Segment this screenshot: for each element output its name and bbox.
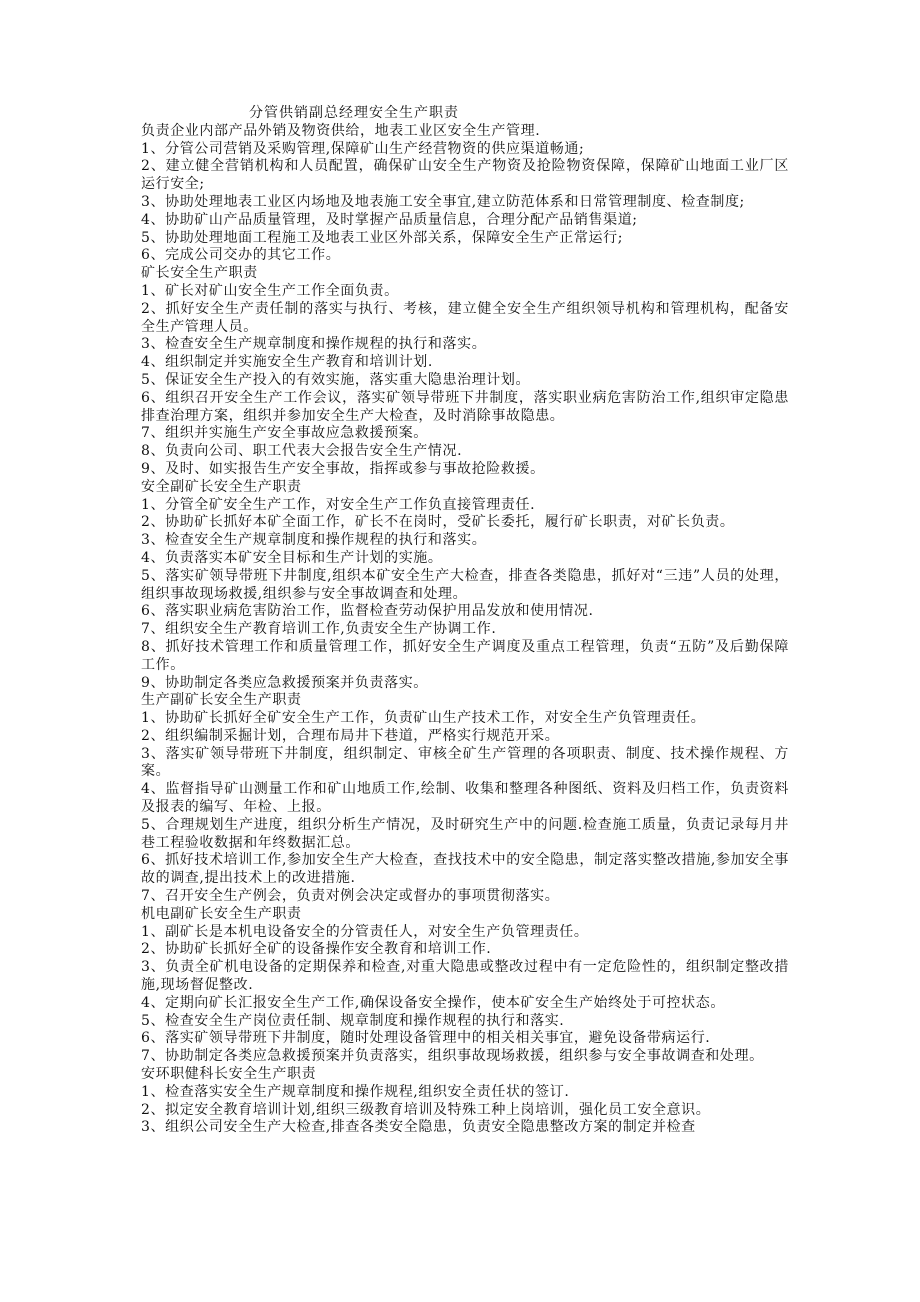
duty-item: 6、抓好技术培训工作,参加安全生产大检查，查找技术中的安全隐患，制定落实整改措施,参加安全事故的调查,提出技术上的改进措施. — [141, 852, 789, 887]
duty-item: 7、组织安全生产教育培训工作,负责安全生产协调工作. — [141, 621, 497, 638]
duty-item: 8、负责向公司、职工代表大会报告安全生产情况. — [141, 443, 463, 460]
duty-item: 3、组织公司安全生产大检查,排查各类安全隐患，负责安全隐患整改方案的制定并检查 — [141, 1119, 696, 1136]
document-page — [141, 105, 789, 1137]
duty-item: 3、协助处理地表工业区内场地及地表施工安全事宜,建立防范体系和日常管理制度、检查制度; — [141, 193, 745, 210]
duty-item: 1、检查落实安全生产规章制度和操作规程,组织安全责任状的签订. — [141, 1083, 570, 1100]
document-sections — [141, 141, 789, 1138]
document-title: 分管供销副总经理安全生产职责 — [249, 105, 459, 121]
duty-item: 1、分管全矿安全生产工作，对安全生产工作负直接管理责任. — [141, 496, 536, 513]
duty-item: 7、协助制定各类应急救援预案并负责落实，组织事故现场救援，组织参与安全事故调查和处理。 — [141, 1048, 764, 1065]
duty-item: 2、抓好安全生产责任制的落实与执行、考核，建立健全安全生产组织领导机构和管理机构，配备安全生产管理人员。 — [141, 300, 789, 335]
duty-item: 1、矿长对矿山安全生产工作全面负责。 — [141, 282, 399, 299]
duty-item: 4、组织制定并实施安全生产教育和培训计划. — [141, 354, 433, 371]
duty-item: 2、拟定安全教育培训计划,组织三级教育培训及特殊工种上岗培训，强化员工安全意识。 — [141, 1101, 711, 1118]
duty-item: 8、抓好技术管理工作和质量管理工作，抓好安全生产调度及重点工程管理，负责“五防”及后勤保障工作。 — [141, 638, 789, 673]
duty-item: 4、协助矿山产品质量管理，及时掌握产品质量信息，合理分配产品销售渠道; — [141, 211, 638, 228]
duty-item: 3、负责全矿机电设备的定期保养和检查,对重大隐患或整改过程中有一定危险性的，组织制定整改措施,现场督促整改. — [141, 959, 789, 994]
duty-item: 9、及时、如实报告生产安全事故，指挥或参与事故抢险救援。 — [141, 460, 545, 477]
duty-item: 1、协助矿长抓好全矿安全生产工作，负责矿山生产技术工作，对安全生产负管理责任。 — [141, 710, 706, 727]
section-heading: 安全副矿长安全生产职责 — [141, 478, 302, 495]
duty-item: 6、完成公司交办的其它工作。 — [141, 247, 341, 264]
duty-item: 1、分管公司营销及采购管理,保障矿山生产经营物资的供应渠道畅通; — [141, 140, 585, 157]
duty-item: 5、落实矿领导带班下井制度,组织本矿安全生产大检查，排查各类隐患，抓好对“三违”人员的处理，组织事故现场救援,组织参与安全事故调查和处理。 — [141, 567, 789, 602]
duty-item: 2、组织编制采掘计划，合理布局井下巷道，严格实行规范开采。 — [141, 727, 560, 744]
duty-item: 3、落实矿领导带班下井制度，组织制定、审核全矿生产管理的各项职责、制度、技术操作规程、方案。 — [141, 745, 789, 780]
duty-item: 3、检查安全生产规章制度和操作规程的执行和落实。 — [141, 532, 487, 549]
section-heading: 安环职健科长安全生产职责 — [141, 1066, 317, 1083]
duty-item: 5、检查安全生产岗位责任制、规章制度和操作规程的执行和落实. — [141, 1012, 565, 1029]
section-block — [141, 479, 789, 693]
duty-item: 5、合理规划生产进度，组织分析生产情况，及时研究生产中的问题.检查施工质量，负责记录每月井巷工程验收数据和年终数据汇总。 — [141, 816, 789, 851]
duty-item: 7、组织并实施生产安全事故应急救援预案。 — [141, 425, 428, 442]
duty-item: 6、落实矿领导带班下井制度，随时处理设备管理中的相关相关事宜，避免设备带病运行. — [141, 1030, 711, 1047]
duty-item: 1、副矿长是本机电设备安全的分管责任人，对安全生产负管理责任。 — [141, 923, 589, 940]
section-block — [141, 692, 789, 906]
duty-item: 6、组织召开安全生产工作会议，落实矿领导带班下井制度，落实职业病危害防治工作,组织审定隐患排查治理方案，组织并参加安全生产大检查，及时消除事故隐患。 — [141, 389, 789, 424]
section-block — [141, 1066, 789, 1137]
section-block — [141, 141, 789, 266]
duty-item: 5、保证安全生产投入的有效实施，落实重大隐患治理计划。 — [141, 371, 531, 388]
section-block — [141, 906, 789, 1066]
section-block — [141, 265, 789, 479]
duty-item: 3、检查安全生产规章制度和操作规程的执行和落实。 — [141, 336, 487, 353]
section-heading: 机电副矿长安全生产职责 — [141, 905, 302, 922]
duty-item: 2、建立健全营销机构和人员配置，确保矿山安全生产物资及抢险物资保障，保障矿山地面工业厂区运行安全; — [141, 158, 789, 193]
duty-item: 2、协助矿长抓好全矿的设备操作安全教育和培训工作. — [141, 941, 492, 958]
duty-item: 4、定期向矿长汇报安全生产工作,确保设备安全操作，使本矿安全生产始终处于可控状态。 — [141, 994, 725, 1011]
duty-item: 4、负责落实本矿安全目标和生产计划的实施。 — [141, 549, 443, 566]
section-heading: 生产副矿长安全生产职责 — [141, 692, 302, 709]
duty-item: 4、监督指导矿山测量工作和矿山地质工作,绘制、收集和整理各种图纸、资料及归档工作，负责资料及报表的编写、年检、上报。 — [141, 781, 789, 816]
duty-item: 2、协助矿长抓好本矿全面工作，矿长不在岗时，受矿长委托，履行矿长职责，对矿长负责。 — [141, 514, 735, 531]
duty-item: 5、协助处理地面工程施工及地表工业区外部关系，保障安全生产正常运行; — [141, 229, 624, 246]
duty-item: 6、落实职业病危害防治工作，监督检查劳动保护用品发放和使用情况. — [141, 603, 594, 620]
document-intro: 负责企业内部产品外销及物资供给，地表工业区安全生产管理. — [141, 122, 541, 139]
duty-item: 9、协助制定各类应急救援预案并负责落实。 — [141, 674, 428, 691]
section-heading: 矿长安全生产职责 — [141, 265, 258, 282]
duty-item: 7、召开安全生产例会，负责对例会决定或督办的事项贯彻落实。 — [141, 888, 560, 905]
